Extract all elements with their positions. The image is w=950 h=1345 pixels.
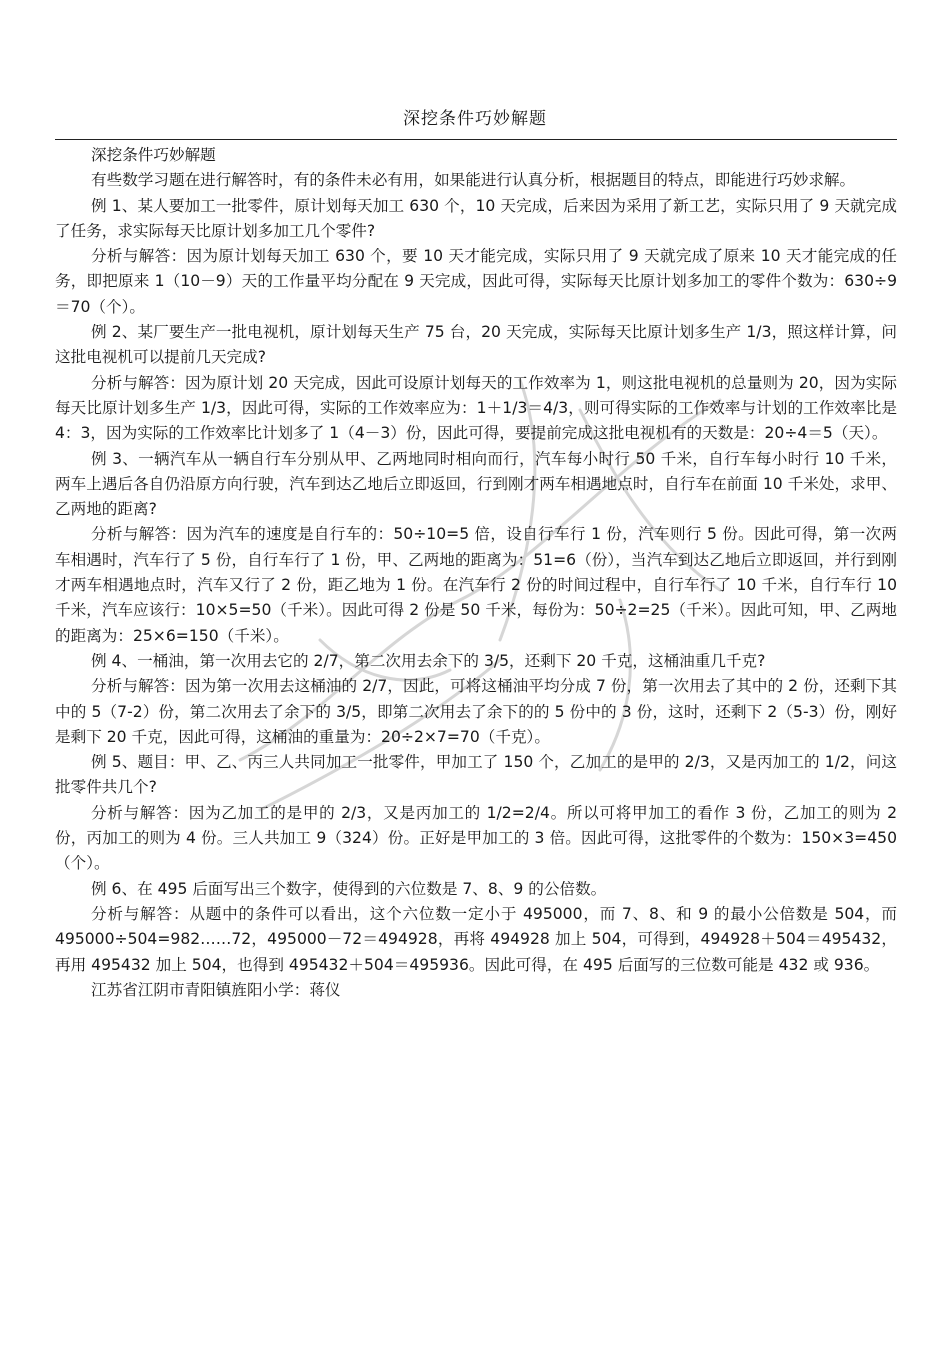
example-3-question: 例 3、一辆汽车从一辆自行车分别从甲、乙两地同时相向而行，汽车每小时行 50 千米，自行车每小时行 10 千米，两车上遇后各自仍沿原方向行驶，汽车到达乙地后立即返回，行到刚才两车相遇地点时，自行车在前面 10 千米处，求甲、乙两地的距离? [55,449,897,519]
article-body [55,143,897,1003]
example-2-solution: 分析与解答：因为原计划 20 天完成，因此可设原计划每天的工作效率为 1，则这批电视机的总量则为 20，因为实际每天比原计划多生产 1/3，因此可得，实际的工作效率应为：1＋1/3＝4/3，则可得实际的工作效率与计划的工作效率比是 4：3，因为实际的工作效率比计划多了 1（4－3）份，因此可得，要提前完成这批电视机有的天数是：20÷4＝5（天）。 [55,373,897,443]
example-5-question: 例 5、题目：甲、乙、丙三人共同加工一批零件，甲加工了 150 个，乙加工的是甲的 2/3，又是丙加工的 1/2，问这批零件共几个? [55,753,897,797]
example-4-question: 例 4、一桶油，第一次用去它的 2/7，第二次用去余下的 3/5，还剩下 20 千克，这桶油重几千克? [91,651,766,670]
author-signature: 江苏省江阴市青阳镇旌阳小学：蒋仪 [91,980,341,999]
example-1-solution: 分析与解答：因为原计划每天加工 630 个，要 10 天才能完成，实际只用了 9 天就完成了原来 10 天才能完成的任务，即把原来 1（10－9）天的工作量平均分配在 9 天完成，因此可得，实际每天比原计划多加工的零件个数为：630÷9＝70（个）。 [55,247,897,316]
article-heading: 深挖条件巧妙解题 [91,146,216,164]
intro-paragraph: 有些数学习题在进行解答时，有的条件未必有用，如果能进行认真分析，根据题目的特点，即能进行巧妙求解。 [91,171,856,190]
example-5-solution: 分析与解答：因为乙加工的是甲的 2/3，又是丙加工的 1/2=2/4。所以可将甲加工的看作 3 份，乙加工的则为 2 份，丙加工的则为 4 份。三人共加工 9（324）份。正好是甲加工的 3 倍。因此可得，这批零件的个数为：150×3=450（个）。 [55,803,897,873]
example-1-question: 例 1、某人要加工一批零件，原计划每天加工 630 个，10 天完成，后来因为采用了新工艺，实际只用了 9 天就完成了任务，求实际每天比原计划多加工几个零件? [55,196,897,240]
example-6-solution: 分析与解答：从题中的条件可以看出，这个六位数一定小于 495000，而 7、8、和 9 的最小公倍数是 504，而 495000÷504=982……72，495000－72＝494928，再将 494928 加上 504，可得到，494928＋504＝495432，再用 495432 加上 504，也得到 495432＋504＝495936。因此可得，在 495 后面写的三位数可能是 432 或 936。 [55,904,897,974]
page-title: 深挖条件巧妙解题 [403,109,547,129]
example-4-solution: 分析与解答：因为第一次用去这桶油的 2/7，因此，可将这桶油平均分成 7 份，第一次用去了其中的 2 份，还剩下其中的 5（7-2）份，第二次用去了余下的 3/5，即第二次用去了余下的的 5 份中的 3 份，这时，还剩下 2（5-3）份，刚好是剩下 20 千克，因此可得，这桶油的重量为：20÷2×7=70（千克）。 [55,677,897,746]
example-2-question: 例 2、某厂要生产一批电视机，原计划每天生产 75 台，20 天完成，实际每天比原计划多生产 1/3，照这样计算，问这批电视机可以提前几天完成? [55,323,897,367]
title-divider [55,139,897,140]
example-3-solution: 分析与解答：因为汽车的速度是自行车的：50÷10=5 倍，设自行车行 1 份，汽车则行 5 份。因此可得，第一次两车相遇时，汽车行了 5 份，自行车行了 1 份，甲、乙两地的距离为：51=6（份），当汽车到达乙地后立即返回，并行到刚才两车相遇地点时，汽车又行了 2 份，距乙地为 1 份。在汽车行 2 份的时间过程中，自行车行了 10 千米，自行车行 10 千米，汽车应该行：10×5=50（千米）。因此可得 2 份是 50 千米，每份为：50÷2=25（千米）。因此可知，甲、乙两地的距离为：25×6=150（千米）。 [55,525,897,645]
example-6-question: 例 6、在 495 后面写出三个数字，使得到的六位数是 7、8、9 的公倍数。 [91,879,607,898]
